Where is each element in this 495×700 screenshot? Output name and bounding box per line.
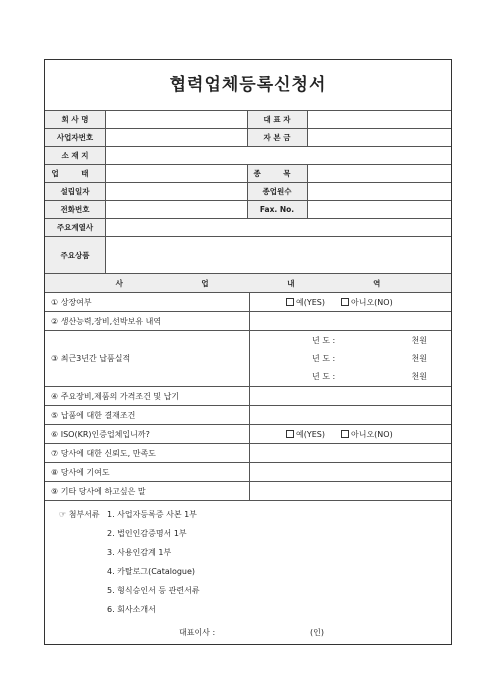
- item-production-capacity: ② 생산능력,장비,선박보유 내역: [51, 316, 162, 326]
- attachments-heading: ☞ 첨부서류: [59, 510, 100, 519]
- employees-field[interactable]: [307, 183, 451, 200]
- checkbox-icon[interactable]: [286, 298, 294, 306]
- item-payment-terms: ⑤ 납품에 대한 결재조건: [51, 410, 136, 420]
- signature-label: 대표이사 :: [179, 628, 216, 637]
- item-other-comments: ⑨ 기타 당사에 하고싶은 말: [51, 486, 146, 496]
- company-name-field[interactable]: [105, 111, 247, 128]
- label-company-name: 회 사 명: [45, 111, 105, 128]
- main-products-field[interactable]: [105, 237, 451, 273]
- item-listing-status: ① 상장여부: [51, 297, 92, 307]
- other-comments-field[interactable]: [250, 482, 451, 500]
- checkbox-icon[interactable]: [341, 430, 349, 438]
- supply-record-field[interactable]: [250, 331, 451, 386]
- listing-no-option[interactable]: 아니오(NO): [341, 297, 393, 308]
- label-capital: 자 본 금: [247, 129, 307, 146]
- listing-yes-option[interactable]: 예(YES): [286, 297, 325, 308]
- divider: [247, 129, 248, 146]
- divider: [307, 165, 308, 218]
- attachment-item: 2. 법인인감증명서 1부: [107, 529, 187, 538]
- application-form: [44, 59, 452, 645]
- business-item-field[interactable]: [307, 165, 451, 182]
- price-terms-field[interactable]: [250, 387, 451, 405]
- label-business-item: 종 목: [247, 165, 307, 182]
- attachment-item: 4. 카탈로그(Catalogue): [107, 567, 196, 576]
- item-contribution: ⑧ 당사에 기여도: [51, 467, 110, 477]
- production-capacity-field[interactable]: [250, 312, 451, 330]
- section-header: 사 업 내 역: [45, 274, 451, 292]
- divider: [249, 293, 250, 500]
- business-type-field[interactable]: [105, 165, 247, 182]
- label-business-type: 업 태: [45, 165, 105, 182]
- item-iso-certified: ⑥ ISO(KR)인증업체입니까?: [51, 429, 150, 439]
- payment-terms-field[interactable]: [250, 406, 451, 424]
- listing-status-options: [250, 293, 451, 311]
- divider: [105, 111, 106, 273]
- divider: [45, 500, 451, 501]
- label-affiliate: 주요계열사: [45, 219, 105, 236]
- form-title: 협력업체등록신청서: [169, 75, 327, 95]
- iso-certified-options: [250, 425, 451, 443]
- item-price-terms: ④ 주요장비,제품의 가격조건 및 납기: [51, 391, 180, 401]
- label-address: 소 재 지: [45, 147, 105, 164]
- divider: [307, 111, 308, 128]
- checkbox-icon[interactable]: [286, 430, 294, 438]
- iso-yes-option[interactable]: 예(YES): [286, 429, 325, 440]
- supply-year-row: 년 도 : 천원: [312, 353, 427, 363]
- capital-field[interactable]: [307, 129, 451, 146]
- supply-year-row: 년 도 : 천원: [312, 372, 427, 382]
- divider: [247, 111, 248, 128]
- supply-year-row: 년 도 : 천원: [312, 335, 427, 345]
- fax-field[interactable]: [307, 201, 451, 218]
- label-business-no: 사업자번호: [45, 129, 105, 146]
- iso-no-option[interactable]: 아니오(NO): [341, 429, 393, 440]
- checkbox-icon[interactable]: [341, 298, 349, 306]
- attachment-item: 3. 사용인감계 1부: [107, 548, 172, 557]
- item-reliability: ⑦ 당사에 대한 신뢰도, 만족도: [51, 448, 156, 458]
- affiliate-field[interactable]: [105, 219, 451, 236]
- label-employees: 종업원수: [247, 183, 307, 200]
- address-field[interactable]: [105, 147, 451, 164]
- established-field[interactable]: [105, 183, 247, 200]
- business-no-field[interactable]: [105, 129, 247, 146]
- attachment-item: 1. 사업자등록증 사본 1부: [107, 510, 197, 519]
- divider: [307, 129, 308, 146]
- item-supply-record: ③ 최근3년간 납품실적: [51, 354, 131, 363]
- divider: [247, 165, 248, 218]
- label-ceo: 대 표 자: [247, 111, 307, 128]
- label-phone: 전화번호: [45, 201, 105, 218]
- phone-field[interactable]: [105, 201, 247, 218]
- ceo-field[interactable]: [307, 111, 451, 128]
- label-fax: Fax. No.: [247, 201, 307, 218]
- label-main-products: 주요상품: [45, 237, 105, 273]
- attachment-item: 6. 회사소개서: [107, 605, 156, 614]
- label-established: 설립일자: [45, 183, 105, 200]
- attachment-item: 5. 형식승인서 등 관련서류: [107, 586, 200, 595]
- seal-mark: (인): [310, 628, 324, 637]
- contribution-field[interactable]: [250, 463, 451, 481]
- reliability-field[interactable]: [250, 444, 451, 462]
